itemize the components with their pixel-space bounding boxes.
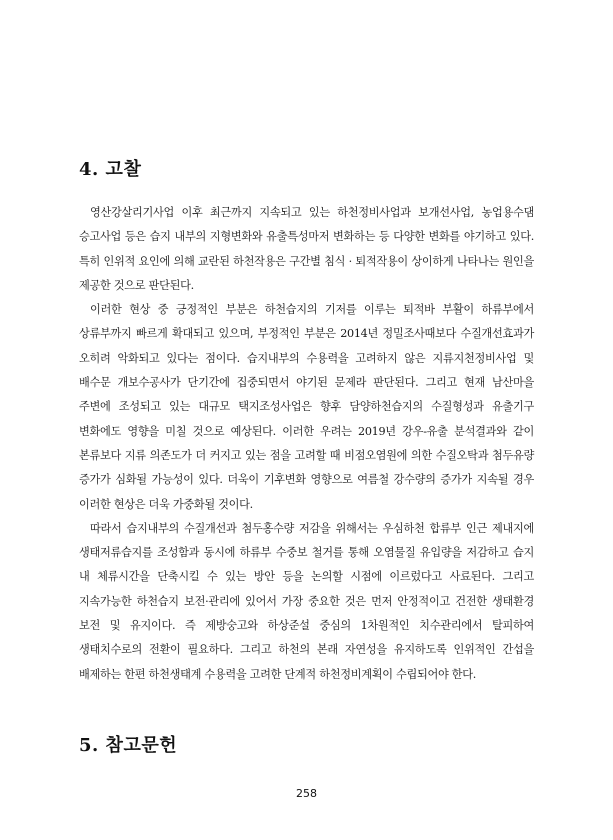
section-heading-references: 5. 참고문헌 (79, 735, 178, 756)
body-text (79, 201, 534, 687)
section-heading-discussion: 4. 고찰 (79, 159, 142, 180)
page-number: 258 (296, 787, 317, 800)
paragraph-1: 영산강살리기사업 이후 최근까지 지속되고 있는 하천정비사업과 보개선사업, 농업용수댐 승고사업 등은 습지 내부의 지형변화와 유출특성마저 변화하는 등 다양한 변화를 야기하고 있다. 특히 인위적 요인에 의해 교란된 하천작용은 구간별 침식 · 퇴적작용이 상이하게 나타나는 원인을 제공한 것으로 판단된다. (79, 206, 534, 292)
paragraph-3: 따라서 습지내부의 수질개선과 첨두홍수량 저감을 위해서는 우심하천 합류부 인근 제내지에 생태저류습지를 조성함과 동시에 하류부 수중보 철거를 통해 오염물질 유입량을 저감하고 습지 내 체류시간을 단축시킬 수 있는 방안 등을 논의할 시점에 이르렀다고 사료된다. 그리고 지속가능한 하천습지 보전·관리에 있어서 가장 중요한 것은 먼저 안정적이고 건전한 생태환경 보전 및 유지이다. 즉 제방숭고와 하상준설 중심의 1차원적인 치수관리에서 탈피하여 생태치수로의 전환이 필요하다. 그리고 하천의 본래 자연성을 유지하도록 인위적인 간섭을 배제하는 한편 하천생태계 수용력을 고려한 단계적 하천정비계획이 수립되어야 한다. (79, 521, 534, 681)
paragraph-2: 이러한 현상 중 긍정적인 부분은 하천습지의 기저를 이루는 퇴적바 부활이 하류부에서 상류부까지 빠르게 확대되고 있으며, 부정적인 부분은 2014년 정밀조사때보다 수질개선효과가 오히려 악화되고 있다는 점이다. 습지내부의 수용력을 고려하지 않은 지류지천정비사업 및 배수문 개보수공사가 단기간에 집중되면서 야기된 문제라 판단된다. 그리고 현재 남산마을 주변에 조성되고 있는 대규모 택지조성사업은 향후 담양하천습지의 수질형성과 유출기구 변화에도 영향을 미칠 것으로 예상된다. 이러한 우려는 2019년 강우-유출 분석결과와 같이 본류보다 지류 의존도가 더 커지고 있는 점을 고려할 때 비점오염원에 의한 수질오탁과 첨두유량 증가가 심화될 가능성이 있다. 더욱이 기후변화 영향으로 여름철 강수량의 증가가 지속될 경우 이러한 현상은 더욱 가중화될 것이다. (79, 303, 534, 511)
